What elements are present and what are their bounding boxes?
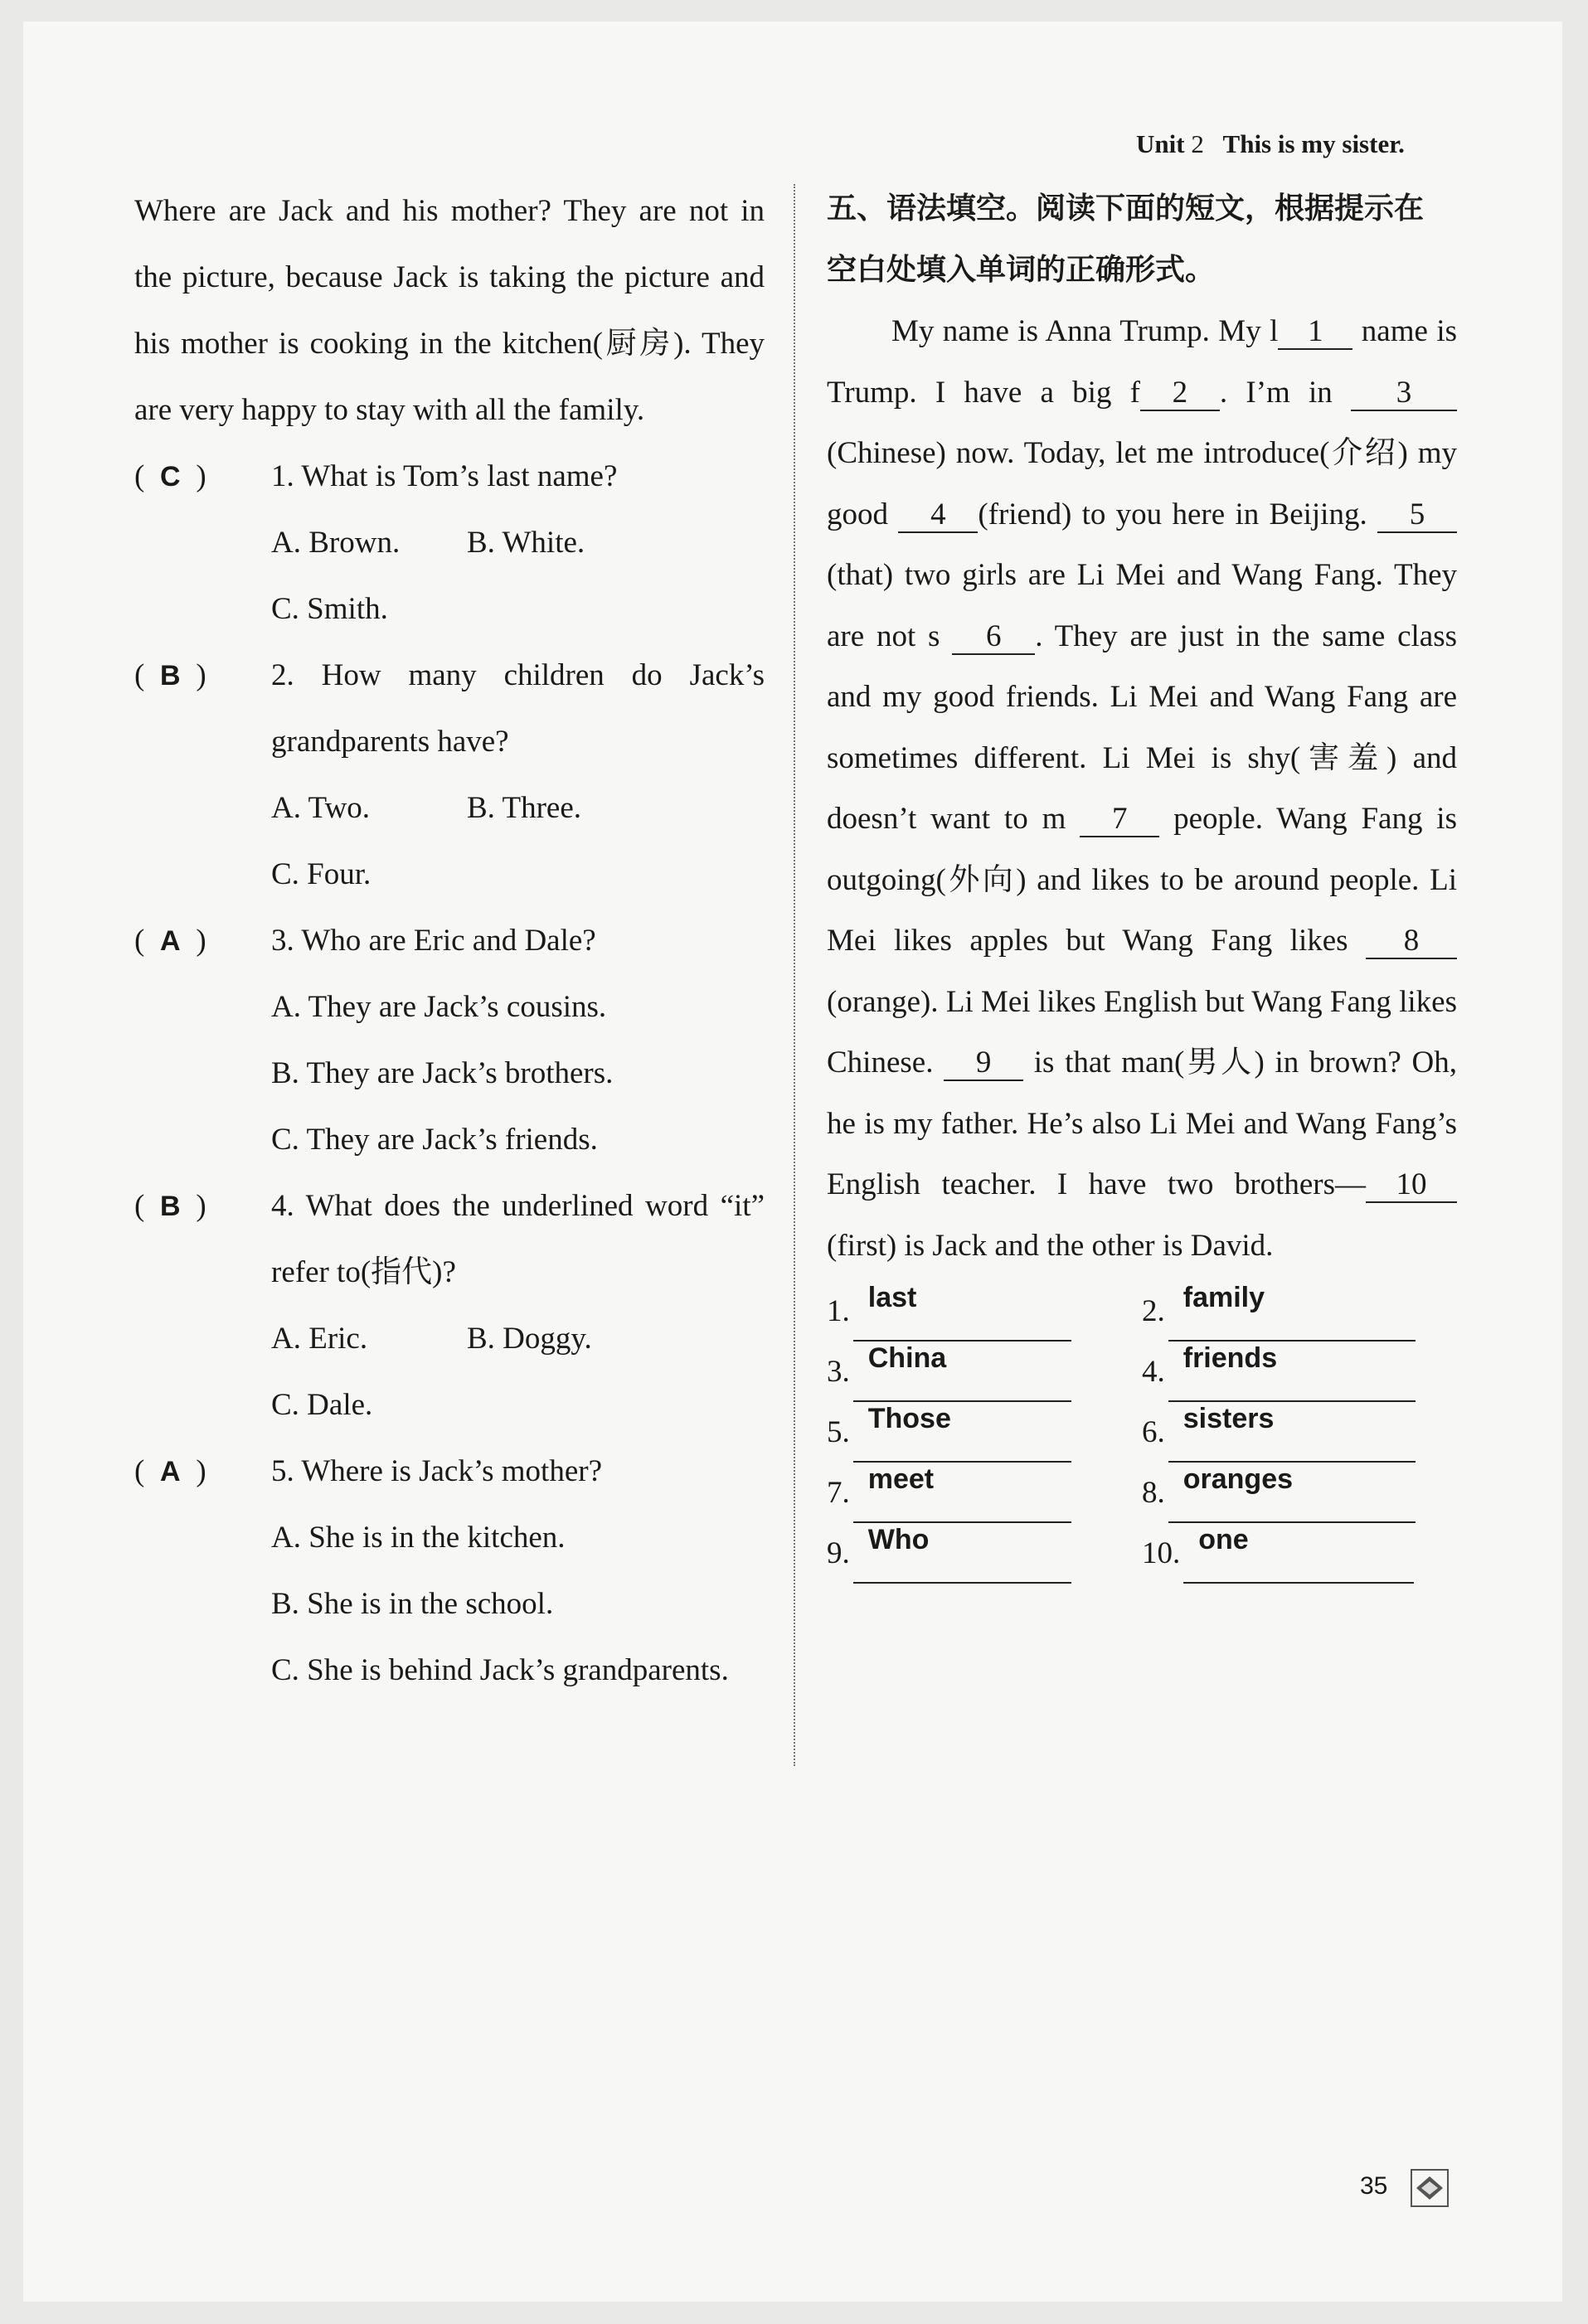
option-a: A. Two.: [271, 791, 371, 825]
blank-6: 6: [952, 620, 1035, 655]
question-1: ( C ) 1. What is Tom’s last name? A. Brown. B. White. C. Smith.: [134, 444, 765, 643]
answer-6: sisters: [1168, 1402, 1416, 1463]
question-2: ( B ) 2. How many children do Jack’s grandparents have? A. Two. B. Three. C. Four.: [134, 643, 765, 908]
unit-number: 2: [1191, 129, 1204, 158]
answer-mark: B: [160, 660, 181, 691]
answer-10: one: [1183, 1523, 1414, 1584]
page-number: 35: [1360, 2172, 1388, 2200]
option-b: B. Three.: [467, 791, 582, 825]
unit-title: This is my sister.: [1222, 129, 1405, 158]
diamond-page-icon: [1410, 2168, 1450, 2208]
answer-8: oranges: [1168, 1463, 1416, 1523]
option-a: A. Brown.: [271, 526, 401, 560]
answer-1: last: [853, 1281, 1071, 1342]
question-text: 5. Where is Jack’s mother?: [271, 1454, 602, 1488]
left-column: [134, 178, 765, 1704]
option-c: C. She is behind Jack’s grandparents.: [271, 1653, 729, 1687]
answer-5: Those: [853, 1402, 1071, 1463]
blank-9: 9: [944, 1046, 1023, 1081]
answer-4: friends: [1168, 1342, 1416, 1402]
question-text: 3. Who are Eric and Dale?: [271, 924, 596, 958]
answer-grid: 1. last 2. family 3. China 4. friends 5. Those 6. sisters 7. meet 8. oranges 9. Who 10. one: [827, 1281, 1457, 1584]
option-c: C. Dale.: [271, 1388, 373, 1422]
reading-passage-end: Where are Jack and his mother? They are not in the picture, because Jack is taking the picture and his mother is cooking in the kitchen(厨房). They are very happy to stay with all the family.: [134, 194, 765, 427]
question-text: 2. How many children do Jack’s grandparents have?: [271, 658, 765, 759]
option-c: C. Smith.: [271, 592, 388, 626]
option-b: B. White.: [467, 526, 585, 560]
blank-8: 8: [1366, 924, 1457, 959]
answer-mark: B: [160, 1191, 181, 1222]
answer-mark: A: [160, 925, 181, 957]
option-a: A. Eric.: [271, 1322, 368, 1356]
option-c: C. They are Jack’s friends.: [271, 1123, 598, 1157]
blank-4: 4: [898, 498, 978, 533]
answer-mark: C: [160, 461, 181, 492]
answer-mark: A: [160, 1456, 181, 1487]
option-b: B. Doggy.: [467, 1322, 592, 1356]
question-text: 1. What is Tom’s last name?: [271, 459, 618, 493]
option-b: B. She is in the school.: [271, 1587, 554, 1621]
column-divider: [794, 184, 795, 1766]
right-column: [827, 178, 1457, 1584]
option-c: C. Four.: [271, 857, 372, 891]
unit-label: Unit: [1136, 129, 1185, 158]
option-a: A. She is in the kitchen.: [271, 1521, 566, 1555]
option-b: B. They are Jack’s brothers.: [271, 1056, 614, 1090]
blank-3: 3: [1351, 376, 1457, 411]
question-4: ( B ) 4. What does the underlined word “it” refer to(指代)? A. Eric. B. Doggy. C. Dale.: [134, 1173, 765, 1439]
blank-10: 10: [1366, 1168, 1457, 1203]
question-3: ( A ) 3. Who are Eric and Dale? A. They are Jack’s cousins. B. They are Jack’s brothers. C. They are Jack’s friends.: [134, 908, 765, 1173]
section-title: 五、语法填空。阅读下面的短文，根据提示在 空白处填入单词的正确形式。: [827, 192, 1425, 287]
question-text: 4. What does the underlined word “it” refer to(指代)?: [271, 1189, 765, 1289]
cloze-passage: My name is Anna Trump. My l 1 name is Trump. I have a big f 2 . I’m in 3(Chinese) now. Today, let me introduce(介绍) my good 4 (friend) to you here in Beijing. 5(that) two girls are Li Mei and Wang Fang. They are not s 6 . They are just in the same class and my good friends. Li Mei and Wang Fang are sometimes different. Li Mei is shy(害羞) and doesn’t want to m 7 people. Wang Fang is outgoing(外向) and likes to be around people. Li Mei likes apples but Wang Fang likes 8(orange). Li Mei likes English but Wang Fang likes Chinese. 9 is that man(男人) in brown? Oh, he is my father. He’s also Li Mei and Wang Fang’s English teacher. I have two brothers— 10(first) is Jack and the other is David.: [827, 314, 1458, 1263]
blank-1: 1: [1278, 315, 1352, 350]
answer-2: family: [1168, 1281, 1416, 1342]
answer-3: China: [853, 1342, 1071, 1402]
page-header: [1136, 129, 1405, 159]
blank-5: 5: [1377, 498, 1457, 533]
answer-7: meet: [853, 1463, 1071, 1523]
blank-2: 2: [1140, 376, 1220, 411]
option-a: A. They are Jack’s cousins.: [271, 990, 607, 1024]
answer-9: Who: [853, 1523, 1071, 1584]
blank-7: 7: [1080, 803, 1159, 837]
question-5: ( A ) 5. Where is Jack’s mother? A. She is in the kitchen. B. She is in the school. C. She is behind Jack’s grandparents.: [134, 1439, 765, 1704]
